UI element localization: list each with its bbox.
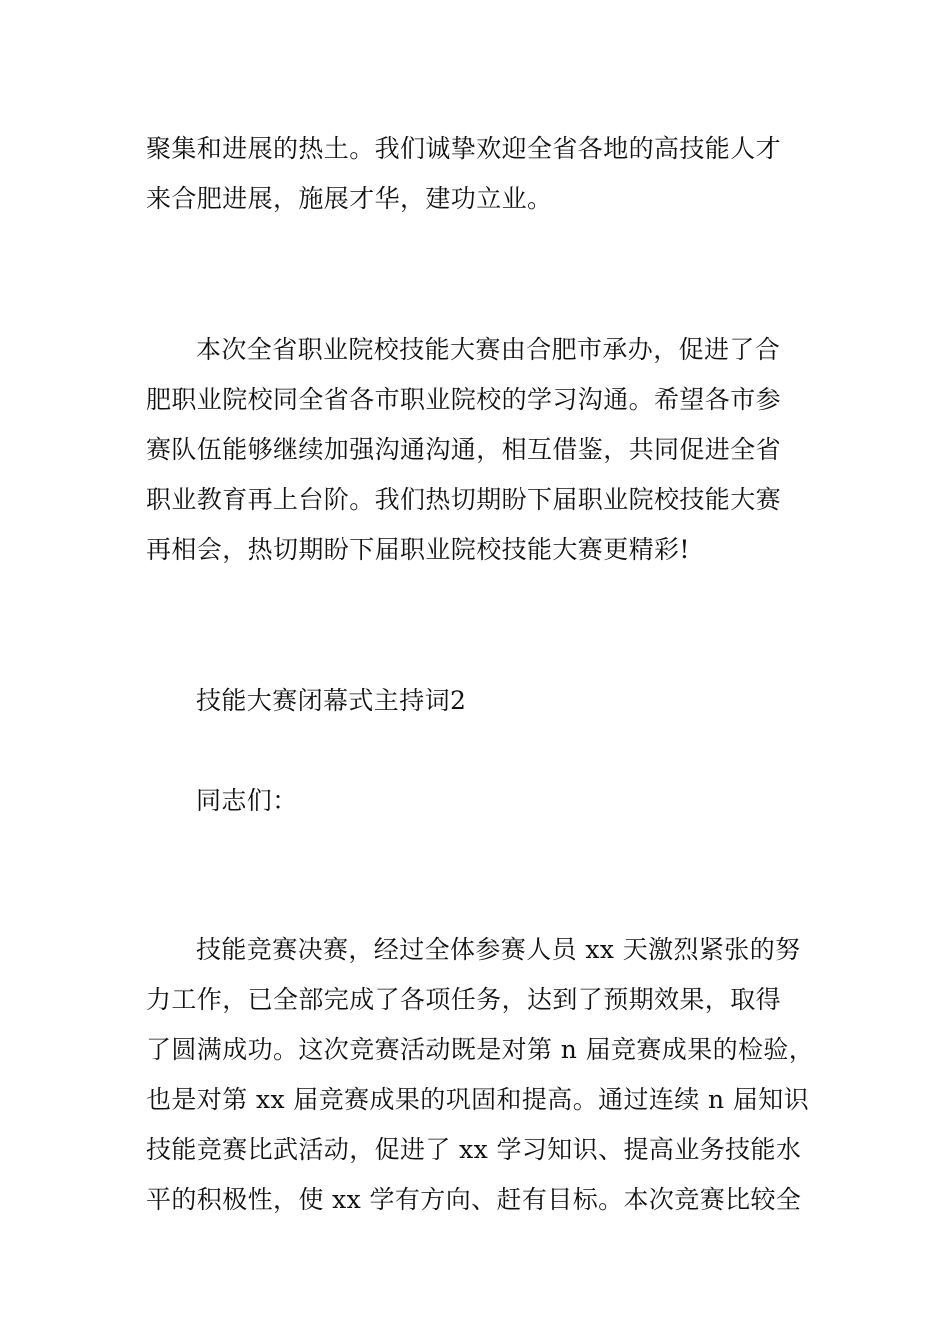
paragraph-line: 力工作，已全部完成了各项任务，达到了预期效果，取得: [146, 985, 782, 1014]
paragraph-line: 技能竞赛比武活动，促进了 xx 学习知识、提高业务技能水: [146, 1135, 802, 1164]
paragraph-line: 再相会，热切期盼下届职业院校技能大赛更精彩!: [146, 535, 690, 564]
paragraph-line: 本次全省职业院校技能大赛由合肥市承办，促进了合: [196, 335, 781, 364]
paragraph-line: 职业教育再上台阶。我们热切期盼下届职业院校技能大赛: [146, 485, 782, 514]
paragraph-line: 平的积极性，使 xx 学有方向、赶有目标。本次竞赛比较全: [146, 1185, 802, 1214]
paragraph-line: 聚集和进展的热土。我们诚挚欢迎全省各地的高技能人才: [146, 134, 782, 163]
paragraph-line: 也是对第 xx 届竞赛成果的巩固和提高。通过连续 n 届知识: [146, 1085, 810, 1114]
paragraph-line: 技能竞赛决赛，经过全体参赛人员 xx 天激烈紧张的努: [196, 935, 801, 964]
salutation: 同志们：: [196, 786, 298, 815]
section-heading: 技能大赛闭幕式主持词2: [196, 686, 467, 715]
paragraph-line: 来合肥进展，施展才华，建功立业。: [146, 184, 553, 213]
paragraph-line: 了圆满成功。这次竞赛活动既是对第 n 届竞赛成果的检验，: [146, 1035, 815, 1064]
paragraph-line: 赛队伍能够继续加强沟通沟通，相互借鉴，共同促进全省: [146, 435, 782, 464]
paragraph-line: 肥职业院校同全省各市职业院校的学习沟通。希望各市参: [146, 385, 782, 414]
